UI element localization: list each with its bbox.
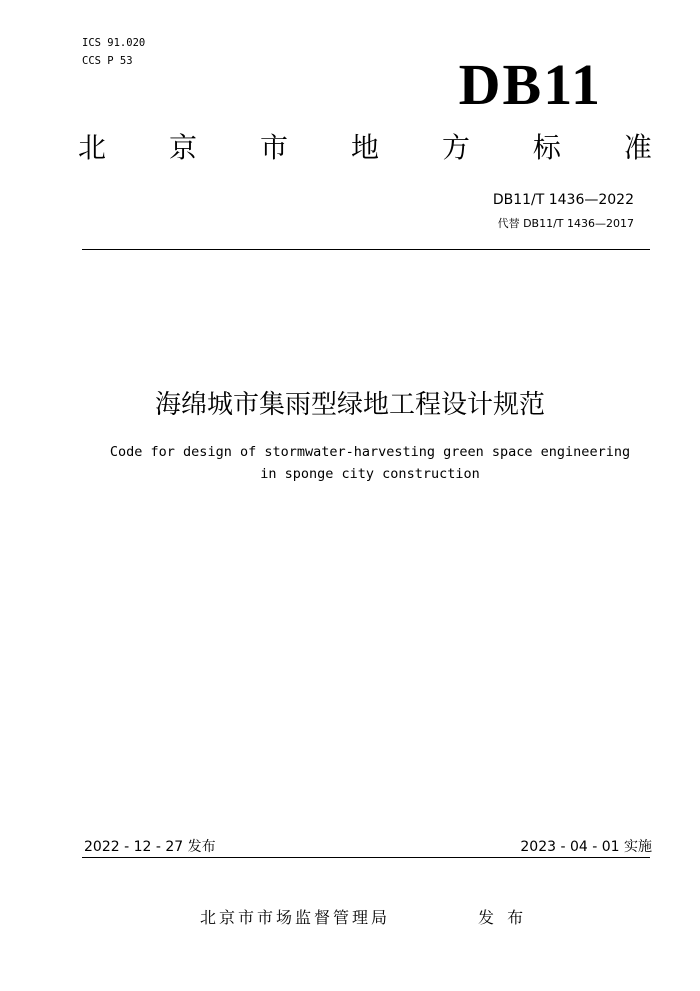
standard-type-char: 北 [78, 131, 107, 164]
standard-type-char: 市 [259, 131, 288, 164]
classification-codes [82, 34, 145, 70]
english-title-line-2: in sponge city construction [260, 466, 480, 482]
document-title-chinese: 海绵城市集雨型绿地工程设计规范 [154, 390, 545, 420]
standard-type-char: 标 [532, 131, 561, 164]
standard-type-char: 准 [623, 131, 652, 164]
issue-date: 2022 - 12 - 27 发布 [84, 839, 216, 855]
document-title-english [60, 441, 680, 485]
standard-type-char: 地 [350, 131, 379, 164]
ccs-code: CCS P 53 [82, 55, 133, 67]
publish-label: 发 布 [478, 908, 528, 927]
header-divider [82, 249, 650, 250]
standard-number: DB11/T 1436—2022 [492, 192, 634, 208]
standard-type-char: 京 [168, 131, 197, 164]
effective-date: 2023 - 04 - 01 实施 [520, 839, 652, 855]
english-title-line-1: Code for design of stormwater-harvesting green space engineering [109, 444, 631, 460]
standard-type-char: 方 [441, 131, 470, 164]
standard-type-heading [78, 131, 652, 164]
replaces-standard: 代替 DB11/T 1436—2017 [497, 217, 634, 230]
publisher-name: 北京市市场监督管理局 [200, 908, 391, 927]
footer-divider [82, 857, 650, 858]
db11-logo: DB11 [458, 52, 602, 117]
ics-code: ICS 91.020 [82, 37, 146, 49]
